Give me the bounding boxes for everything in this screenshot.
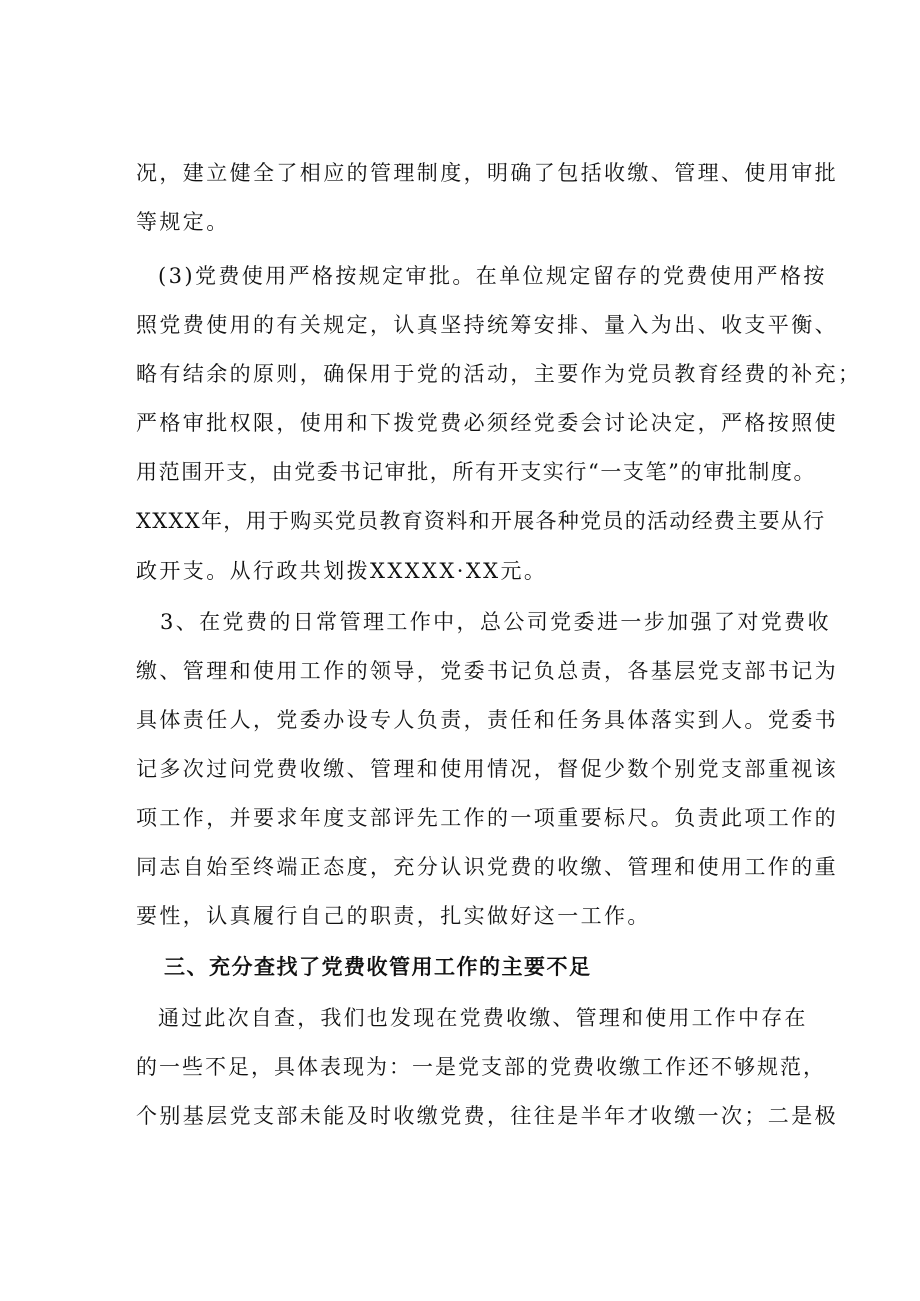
paragraph-line: 严格审批权限，使用和下拨党费必须经党委会讨论决定，严格按照使 xyxy=(136,411,838,435)
paragraph-line: 通过此次自查，我们也发现在党费收缴、管理和使用工作中存在 xyxy=(158,1006,808,1030)
paragraph-line: (3)党费使用严格按规定审批。在单位规定留存的党费使用严格按 xyxy=(158,264,827,288)
paragraph-line: 用范围开支，由党委书记审批，所有开支实行“一支笔”的审批制度。 xyxy=(136,460,817,484)
paragraph-line: 3、在党费的日常管理工作中，总公司党委进一步加强了对党费收 xyxy=(160,610,831,634)
paragraph-line: 具体责任人，党委办设专人负责，责任和任务具体落实到人。党委书 xyxy=(136,708,838,732)
paragraph-line: 记多次过问党费收缴、管理和使用情况，督促少数个别党支部重视该 xyxy=(136,757,838,781)
paragraph-line: 的一些不足，具体表现为：一是党支部的党费收缴工作还不够规范， xyxy=(136,1055,826,1079)
paragraph-line: 等规定。 xyxy=(136,210,230,234)
paragraph-line: 缴、管理和使用工作的领导，党委书记负总责，各基层党支部书记为 xyxy=(136,659,838,683)
paragraph-line: 项工作，并要求年度支部评先工作的一项重要标尺。负责此项工作的 xyxy=(136,806,838,830)
paragraph-line: 个别基层党支部未能及时收缴党费，往往是半年才收缴一次；二是极 xyxy=(136,1104,838,1128)
paragraph-line: 同志自始至终端正态度，充分认识党费的收缴、管理和使用工作的重 xyxy=(136,855,838,879)
section-heading: 三、充分查找了党费收管用工作的主要不足 xyxy=(164,955,592,979)
paragraph-line: 况，建立健全了相应的管理制度，明确了包括收缴、管理、使用审批 xyxy=(136,161,838,185)
paragraph-line: XXXX年，用于购买党员教育资料和开展各种党员的活动经费主要从行 xyxy=(136,509,826,533)
paragraph-line: 略有结余的原则，确保用于党的活动，主要作为党员教育经费的补充； xyxy=(136,362,862,386)
paragraph-line: 照党费使用的有关规定，认真坚持统筹安排、量入为出、收支平衡、 xyxy=(136,313,838,337)
paragraph-line: 要性，认真履行自己的职责，扎实做好这一工作。 xyxy=(136,904,651,928)
paragraph-line: 政开支。从行政共划拨XXXXX·XX元。 xyxy=(136,559,548,583)
